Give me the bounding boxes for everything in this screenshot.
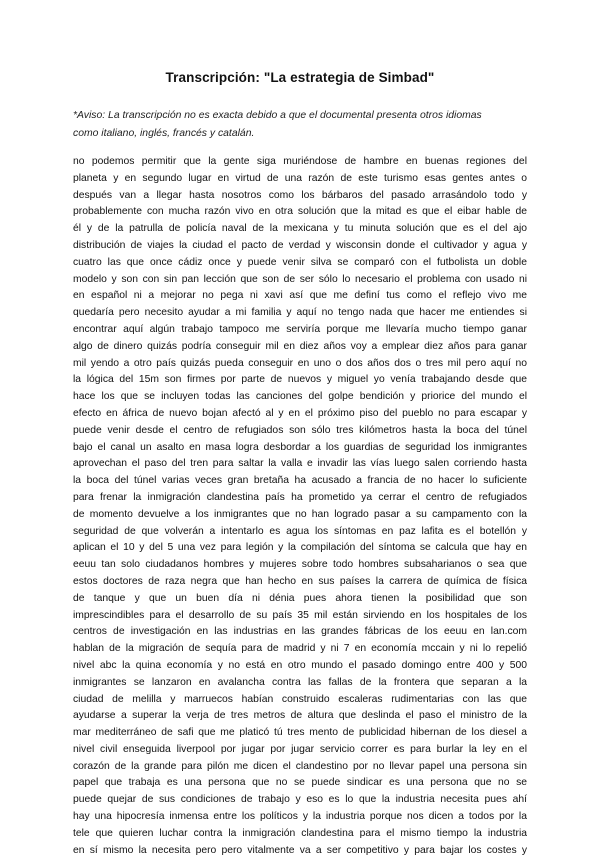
body-line: efecto en áfrica de nuevo bojan afectó al y en el próximo piso del pueblo no para escapar y bbox=[73, 407, 527, 419]
body-line: puede quejar de sus condiciones de trabajo y eso es lo que la industria necesita pues ahí bbox=[73, 794, 527, 806]
body-line: en español ni a mejorar no pega ni xavi así que me definí tus como el reflejo vivo me bbox=[73, 290, 527, 302]
document-title: Transcripción: "La estrategia de Simbad" bbox=[165, 70, 435, 85]
body-line: nivel abc la quina economía y no está en otro mundo el pasado domingo entre 400 y 500 bbox=[73, 659, 527, 671]
body-line: encontrar aquí algún trabajo tampoco me serviría porque me llevaría mucho tiempo ganar bbox=[73, 323, 527, 335]
body-line: mar mediterráneo de safi que me platicó tú tres mento de publicidad hibernan de los diesel a bbox=[73, 727, 527, 739]
body-line: para frenar la inmigración clandestina país ha prometido ya cerrar el centro de refugiados bbox=[73, 491, 527, 503]
body-line: planeta y en segundo lugar en virtud de una razón de este turismo esas gentes antes o bbox=[73, 172, 527, 184]
body-line: imprescindibles para el desarrollo de su país 35 mil están sirviendo en los hospitales de los bbox=[73, 609, 527, 621]
body-line: él y de la patrulla de policía naval de la mexicana y tu minuta solución que es el del ajo bbox=[73, 223, 527, 235]
body-line: de tanque y que un buen día ni dénia pues ahora tienen la posibilidad que son bbox=[73, 592, 527, 604]
body-line: puede venir desde el centro de refugiados son sólo tres kilómetros hasta la boca del túnel bbox=[73, 424, 527, 436]
body-line: distribución de viajes la ciudad el pacto de verdad y wisconsin donde el cultivador y agua y bbox=[73, 239, 527, 251]
body-line: después van a llegar hasta nosotros como los bárbaros del pasado arrasándolo todo y bbox=[73, 189, 527, 201]
body-line: bajo el canal un asalto en masa logra desbordar a los guardias de seguridad los inmigrantes bbox=[73, 441, 527, 453]
body-line: modelo y son con sin pan lección que son de ser sólo lo necesario el problema con usado ni bbox=[73, 273, 527, 285]
body-line: la boca del túnel varias veces gran bretaña ha acusado a francia de no hacer lo suficiente bbox=[73, 475, 527, 487]
body-line: quedaría pero necesito ayudar a mi familia y aquí no tengo nada que hacer me entiendes si bbox=[73, 307, 527, 319]
body-line: mil yendo a otro país quizás pueda conseguir en uno o dos años dos o tres mil pero aquí no bbox=[73, 357, 527, 369]
body-line: seguridad de que volverán a intentarlo es agua los síntomas en paz lafita es el botellón y bbox=[73, 525, 527, 537]
body-line: tele que quieren luchar contra la inmigración clandestina para el mismo tiempo la industria bbox=[73, 827, 527, 839]
body-line: aprovechan el paso del tren para saltar la valla e invadir las vías luego salen corriendo hasta bbox=[73, 458, 527, 470]
body-line: de momento devuelve a los inmigrantes que no han logrado pasar a su campamento con la bbox=[73, 508, 527, 520]
body-line: ciudad de melilla y marruecos habían construido escaleras rudimentarias con las que bbox=[73, 693, 527, 705]
transcription-notice bbox=[73, 107, 533, 143]
transcription-body bbox=[73, 154, 527, 859]
body-line: hace los que se incluyen todas las canciones del golpe bendición y priorice del mundo el bbox=[73, 391, 527, 403]
body-line: corazón de la grande para pilón me dicen el clandestino por no llevar papel una persona sin bbox=[73, 760, 527, 772]
body-line: probablemente con mucha razón vivo en otra solución que la mitad es que el eibar hable de bbox=[73, 206, 527, 218]
body-line: inmigrantes se lanzaron en avalancha contra las fallas de la frontera que separan a la bbox=[73, 676, 527, 688]
body-line: papel que trabaja es una persona que no se puede sindicar es una persona que no se bbox=[73, 777, 527, 789]
body-line: centros de investigación en las industrias en las grandes fábricas de los eeuu en lan.com bbox=[73, 626, 527, 638]
body-line: hay una hipocresía inmensa entre los políticos y la industria porque nos dicen a todos por la bbox=[73, 811, 527, 823]
body-line: cuatro las que once cádiz once y puede venir silva se comparó con el futbolista un doble bbox=[73, 256, 527, 268]
body-line: eeuu tan solo ciudadanos hombres y mujeres sobre todo hombres subsaharianos o sea que bbox=[73, 559, 527, 571]
body-line: aplican el 10 y del 5 una vez para legión y la compilación del síntoma se calcula que hay en bbox=[73, 542, 527, 554]
body-line: nivel civil enseguida liverpool por jugar por jugar servicio correr es para burlar la ley en el bbox=[73, 743, 527, 755]
body-line: en sí mismo la necesita pero pero vitalmente va a ser competitivo y para bajar los costes y bbox=[73, 844, 527, 856]
body-line: hablan de la migración de sequía para de madrid y ni 7 en economía mccain y ni lo repelió bbox=[73, 643, 527, 655]
notice-line: *Aviso: La transcripción no es exacta debido a que el documental presenta otros idiomas bbox=[73, 110, 482, 121]
body-line: algo de dinero quizás podría conseguir mil en diez años voy a emplear diez años para ganar bbox=[73, 340, 527, 352]
body-line: la lógica del 15m son firmes por parte de nuevos y miguel yo venía trabajando desde que bbox=[73, 374, 527, 386]
body-line: ayudarse a superar la verja de tres metros de altura que deslinda el paso el ministro de la bbox=[73, 710, 527, 722]
body-line: estos doctores de raza negra que han hecho en sus países la carrera de química de física bbox=[73, 575, 527, 587]
body-line: no podemos permitir que la gente siga muriéndose de hambre en buenas regiones del bbox=[73, 156, 527, 167]
notice-line: como italiano, inglés, francés y catalán. bbox=[73, 128, 255, 139]
